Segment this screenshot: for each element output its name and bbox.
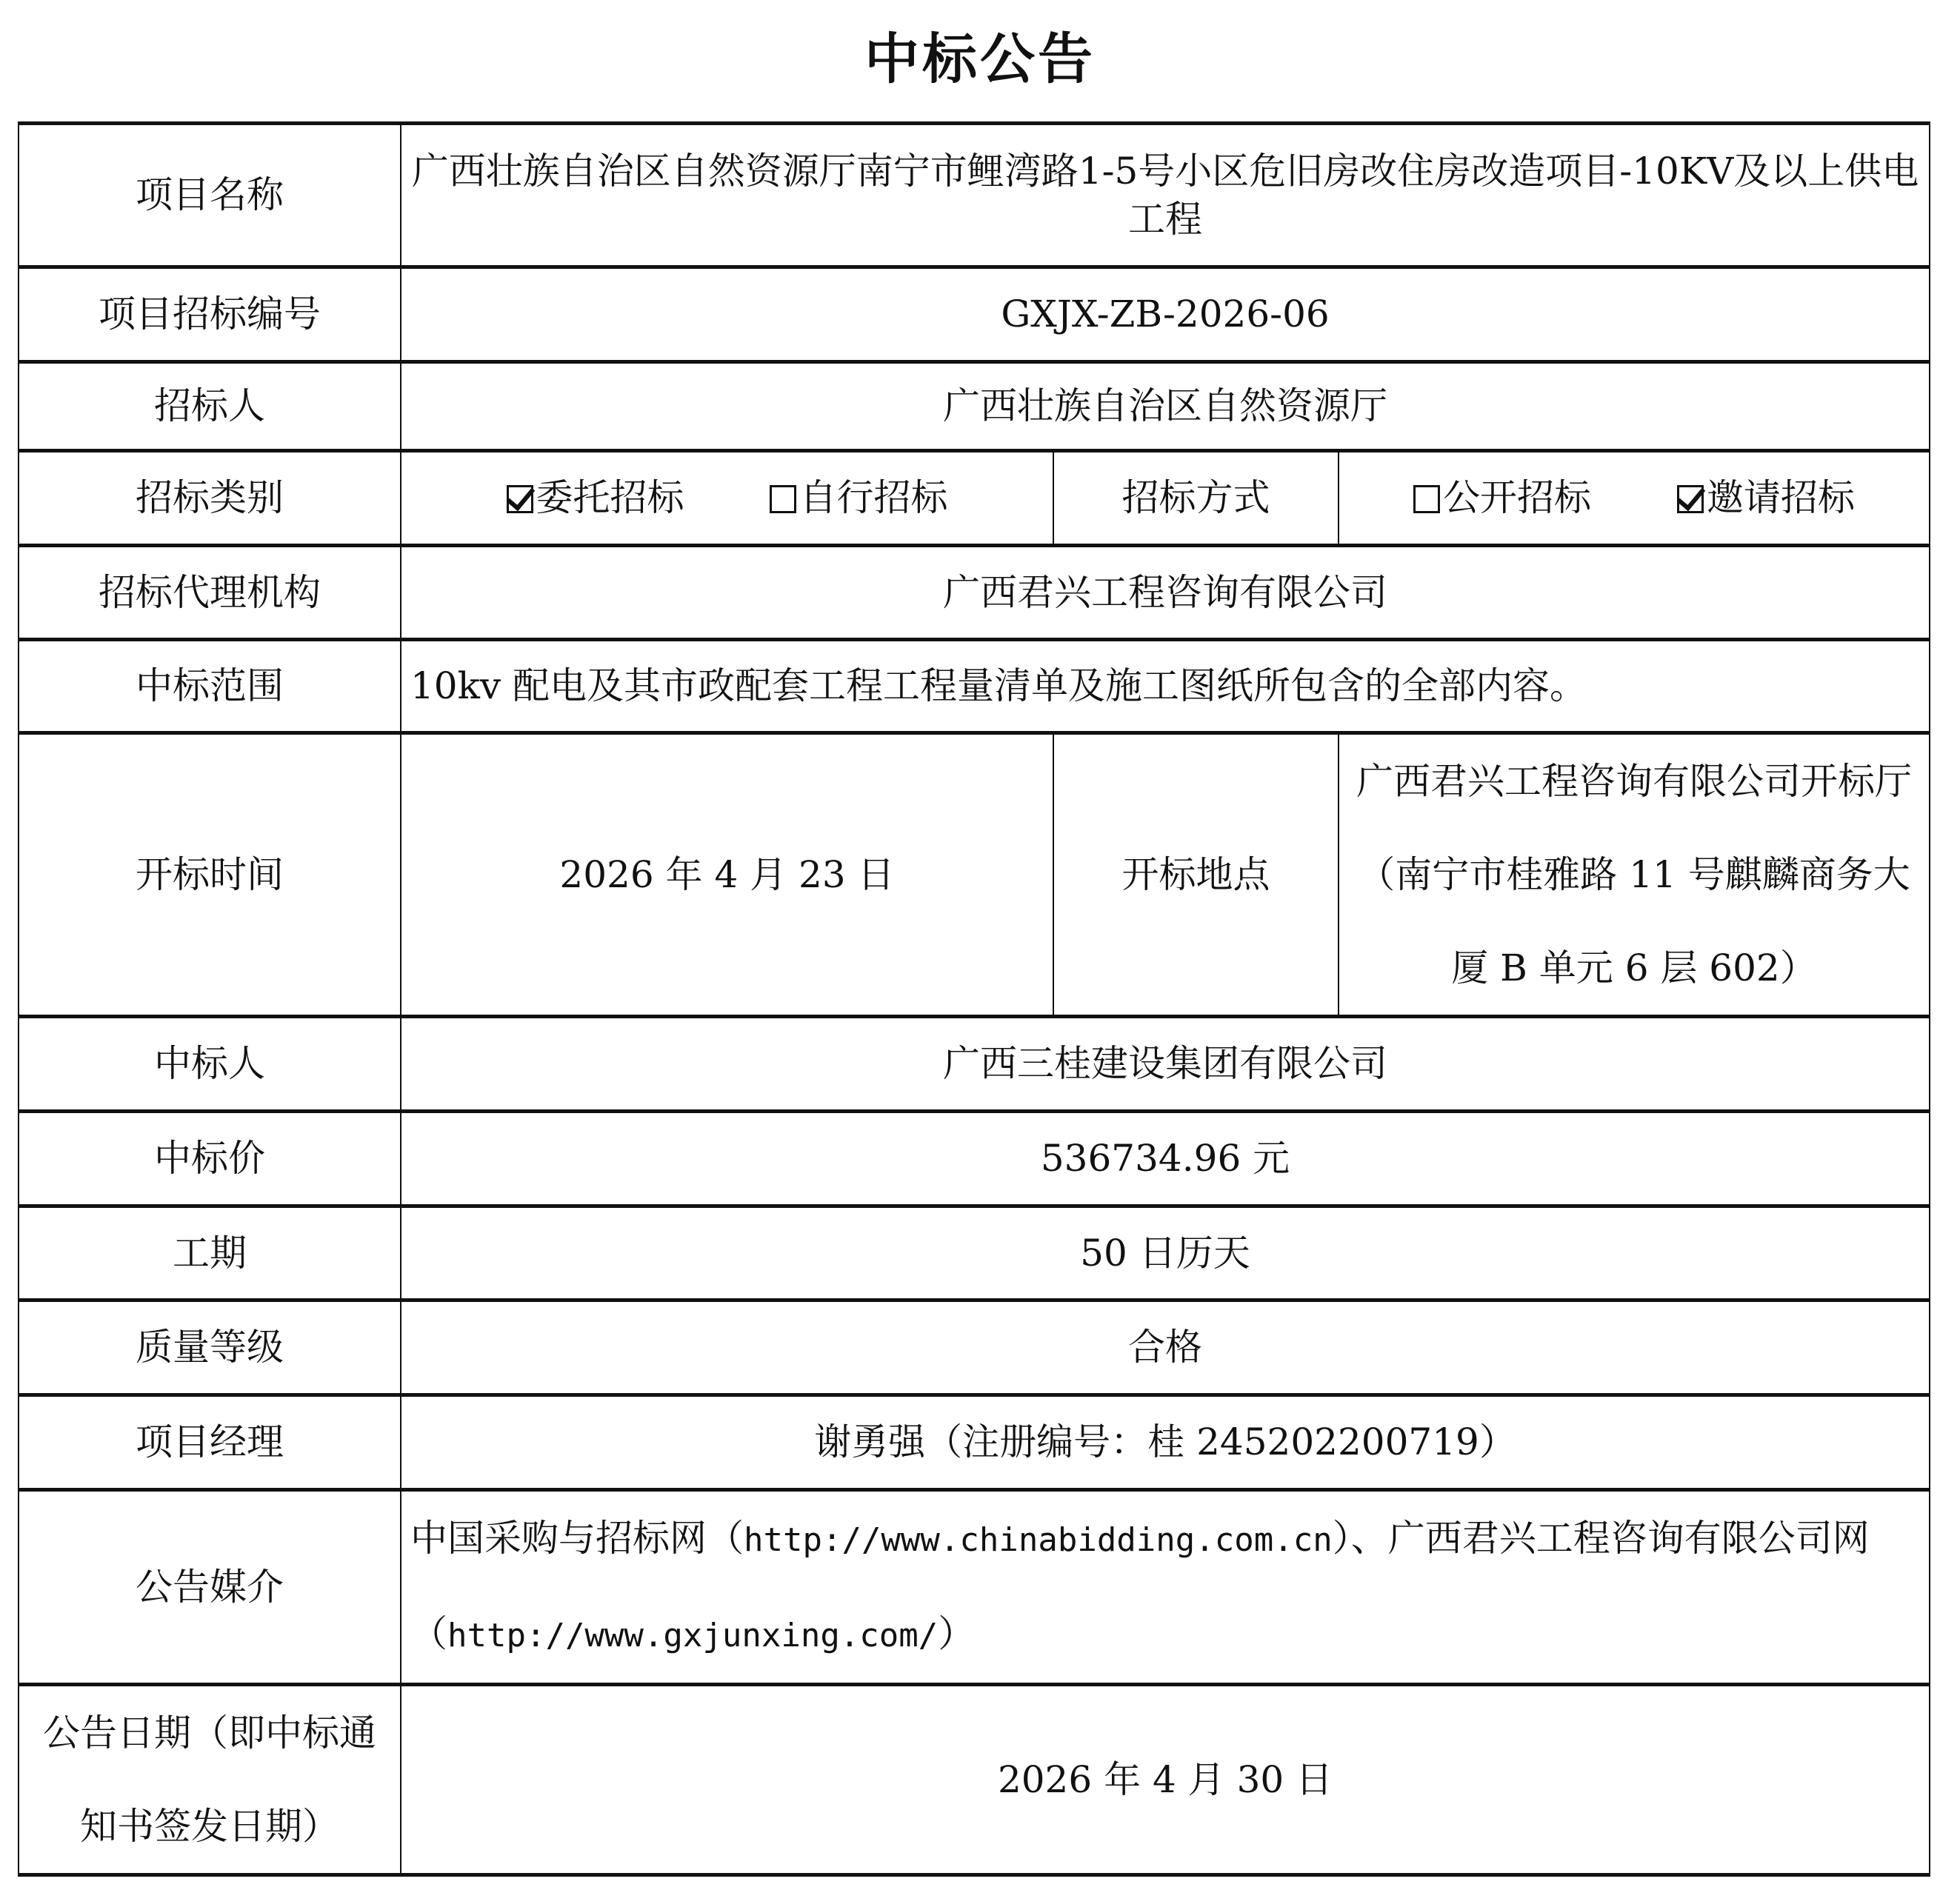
media-label: 公告媒介: [19, 1490, 401, 1685]
opening-time-value: 2026 年 4 月 23 日: [401, 733, 1053, 1017]
price-value: 536734.96 元: [401, 1112, 1930, 1206]
award-notice-table: [18, 121, 1930, 1877]
price-label: 中标价: [19, 1112, 401, 1206]
opening-place-value: 广西君兴工程咨询有限公司开标厅（南宁市桂雅路 11 号麒麟商务大厦 B 单元 6 层 602）: [1339, 733, 1930, 1017]
option-entrusted: [507, 474, 684, 522]
duration-value: 50 日历天: [401, 1206, 1930, 1300]
option-entrusted-label: 委托招标: [536, 476, 684, 519]
option-open: [1413, 474, 1591, 522]
tender-method-options: [1339, 451, 1930, 546]
checkbox-checked-icon: [507, 485, 533, 513]
row-duration: [19, 1206, 1930, 1300]
row-winner: [19, 1017, 1930, 1112]
media-text-3: ）: [938, 1612, 976, 1655]
row-project-name: [19, 124, 1930, 267]
manager-label: 项目经理: [19, 1395, 401, 1490]
row-scope: [19, 640, 1930, 733]
notice-date-label: 公告日期（即中标通知书签发日期）: [19, 1685, 401, 1875]
opening-place-label: 开标地点: [1053, 733, 1339, 1017]
row-opening: [19, 733, 1930, 1017]
tender-method-label: 招标方式: [1053, 451, 1339, 546]
option-invited-label: 邀请招标: [1706, 476, 1855, 519]
winner-value: 广西三桂建设集团有限公司: [401, 1017, 1930, 1112]
media-link-chinabidding[interactable]: http://www.chinabidding.com.cn: [744, 1521, 1333, 1559]
row-agency: [19, 546, 1930, 640]
checkbox-checked-icon: [1677, 485, 1704, 513]
option-self-label: 自行招标: [799, 476, 948, 519]
notice-date-value: 2026 年 4 月 30 日: [401, 1685, 1930, 1875]
page-title: 中标公告: [864, 27, 1096, 91]
option-invited: [1677, 474, 1855, 522]
manager-value: 谢勇强（注册编号：桂 245202200719）: [401, 1395, 1930, 1490]
project-name-value: 广西壮族自治区自然资源厅南宁市鲤湾路1-5号小区危旧房改住房改造项目-10KV及以上供电工程: [401, 124, 1930, 267]
agency-label: 招标代理机构: [19, 546, 401, 640]
quality-value: 合格: [401, 1300, 1930, 1395]
project-name-label: 项目名称: [19, 124, 401, 267]
tender-type-options: [401, 451, 1053, 546]
media-link-gxjunxing[interactable]: http://www.gxjunxing.com/: [447, 1617, 939, 1654]
option-self: [770, 474, 947, 522]
row-quality: [19, 1300, 1930, 1395]
row-media: [19, 1490, 1930, 1685]
tender-type-label: 招标类别: [19, 451, 401, 546]
tenderer-label: 招标人: [19, 362, 401, 451]
media-text-2: ）、广西君兴工程咨询有限公司网（: [410, 1517, 1870, 1655]
quality-label: 质量等级: [19, 1300, 401, 1395]
checkbox-unchecked-icon: [770, 485, 796, 513]
scope-label: 中标范围: [19, 640, 401, 733]
tenderer-value: 广西壮族自治区自然资源厅: [401, 362, 1930, 451]
row-manager: [19, 1395, 1930, 1490]
project-code-label: 项目招标编号: [19, 267, 401, 362]
opening-time-label: 开标时间: [19, 733, 401, 1017]
project-code-value: GXJX-ZB-2026-06: [401, 267, 1930, 362]
row-price: [19, 1112, 1930, 1206]
winner-label: 中标人: [19, 1017, 401, 1112]
checkbox-unchecked-icon: [1413, 485, 1440, 513]
scope-value: 10kv 配电及其市政配套工程工程量清单及施工图纸所包含的全部内容。: [401, 640, 1930, 733]
row-tenderer: [19, 362, 1930, 451]
row-notice-date: [19, 1685, 1930, 1875]
row-tender-type: [19, 451, 1930, 546]
media-text-1: 中国采购与招标网（: [410, 1517, 744, 1560]
row-project-code: [19, 267, 1930, 362]
duration-label: 工期: [19, 1206, 401, 1300]
media-value: [401, 1490, 1930, 1685]
option-open-label: 公开招标: [1443, 476, 1592, 519]
agency-value: 广西君兴工程咨询有限公司: [401, 546, 1930, 640]
